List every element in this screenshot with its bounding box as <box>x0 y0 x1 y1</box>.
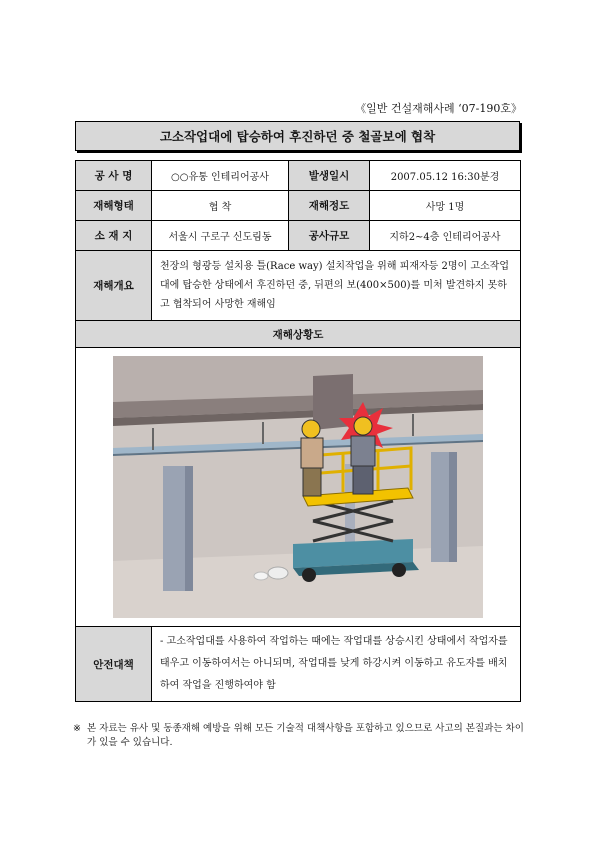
footnote-mark: ※ <box>73 723 81 734</box>
illustration-cell <box>76 348 521 627</box>
severity-label: 재해정도 <box>289 191 370 221</box>
location-label: 소 재 지 <box>76 221 152 251</box>
severity-value: 사망 1명 <box>370 191 521 221</box>
footnote-text: 본 자료는 유사 및 동종재해 예방을 위해 모든 기술적 대책사항을 포함하고 있으므로 사고의 본질과는 차이가 있을 수 있습니다. <box>87 723 524 748</box>
scale-value: 지하2~4층 인테리어공사 <box>370 221 521 251</box>
table-row <box>76 348 521 627</box>
table-row <box>76 221 521 251</box>
project-value: ○○유통 인테리어공사 <box>152 161 289 191</box>
case-reference: 《일반 건설재해사례 ‘07-190호》 <box>355 102 522 115</box>
date-label: 발생일시 <box>289 161 370 191</box>
accident-illustration <box>113 356 483 618</box>
summary-label: 재해개요 <box>76 251 152 321</box>
scale-label: 공사규모 <box>289 221 370 251</box>
illustration-label: 재해상황도 <box>76 321 521 348</box>
summary-text: 천장의 형광등 설치용 틀(Race way) 설치작업을 위해 피재자등 2명이 고소작업대에 탑승한 상태에서 후진하던 중, 뒤편의 보(400×500)를 미처 발견하지 못하고 협착되어 사망한 재해임 <box>152 251 521 321</box>
type-value: 협 착 <box>152 191 289 221</box>
table-row <box>76 161 521 191</box>
date-value: 2007.05.12 16:30분경 <box>370 161 521 191</box>
accident-info-table <box>75 160 521 702</box>
table-row <box>76 321 521 348</box>
project-label: 공 사 명 <box>76 161 152 191</box>
measure-label: 안전대책 <box>76 627 152 702</box>
table-row <box>76 251 521 321</box>
measure-text: - 고소작업대를 사용하여 작업하는 때에는 작업대를 상승시킨 상태에서 작업자를 태우고 이동하여서는 아니되며, 작업대를 낮게 하강시켜 이동하고 유도자를 배치하여 작업을 진행하여야 함 <box>152 627 521 702</box>
page-title <box>75 121 520 151</box>
location-value: 서울시 구로구 신도림동 <box>152 221 289 251</box>
table-row <box>76 191 521 221</box>
type-label: 재해형태 <box>76 191 152 221</box>
page-title-text: 고소작업대에 탑승하여 후진하던 중 철골보에 협착 <box>159 129 436 144</box>
table-row <box>76 627 521 702</box>
footnote <box>73 722 528 750</box>
